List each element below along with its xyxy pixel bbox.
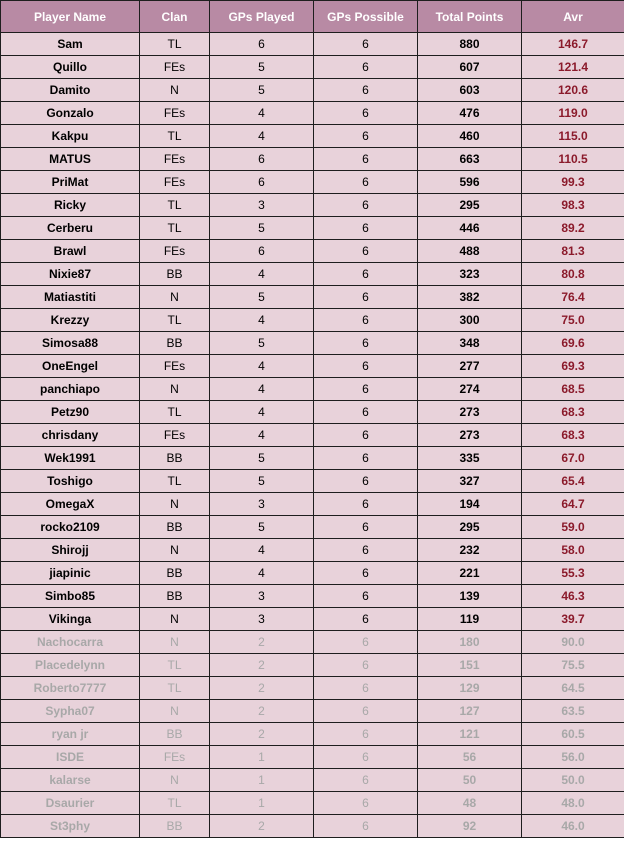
cell-avr: 98.3 <box>522 194 624 217</box>
table-row <box>1 125 624 148</box>
table-row <box>1 815 624 838</box>
cell-clan: FEs <box>140 355 210 378</box>
cell-clan: FEs <box>140 424 210 447</box>
cell-total-points: 295 <box>418 194 522 217</box>
cell-clan: TL <box>140 33 210 56</box>
cell-gps-played: 2 <box>210 631 314 654</box>
cell-player-name: Nixie87 <box>1 263 140 286</box>
cell-player-name: Krezzy <box>1 309 140 332</box>
header-avr[interactable]: Avr <box>522 1 624 33</box>
table-row <box>1 539 624 562</box>
cell-avr: 115.0 <box>522 125 624 148</box>
cell-player-name: Nachocarra <box>1 631 140 654</box>
cell-gps-possible: 6 <box>314 539 418 562</box>
cell-total-points: 327 <box>418 470 522 493</box>
cell-player-name: Cerberu <box>1 217 140 240</box>
cell-clan: N <box>140 539 210 562</box>
cell-gps-played: 4 <box>210 424 314 447</box>
header-player-name[interactable]: Player Name <box>1 1 140 33</box>
cell-gps-played: 4 <box>210 562 314 585</box>
table-row <box>1 56 624 79</box>
table-row <box>1 102 624 125</box>
cell-player-name: Ricky <box>1 194 140 217</box>
cell-clan: N <box>140 493 210 516</box>
table-body <box>1 33 624 838</box>
cell-gps-possible: 6 <box>314 125 418 148</box>
cell-clan: BB <box>140 332 210 355</box>
cell-clan: BB <box>140 723 210 746</box>
cell-player-name: OneEngel <box>1 355 140 378</box>
cell-gps-played: 5 <box>210 516 314 539</box>
cell-avr: 55.3 <box>522 562 624 585</box>
cell-gps-played: 4 <box>210 539 314 562</box>
cell-gps-played: 3 <box>210 194 314 217</box>
cell-clan: N <box>140 79 210 102</box>
table-row <box>1 631 624 654</box>
cell-gps-possible: 6 <box>314 424 418 447</box>
cell-avr: 46.3 <box>522 585 624 608</box>
cell-clan: FEs <box>140 171 210 194</box>
cell-avr: 59.0 <box>522 516 624 539</box>
table-row <box>1 309 624 332</box>
header-gps-played[interactable]: GPs Played <box>210 1 314 33</box>
cell-avr: 99.3 <box>522 171 624 194</box>
cell-total-points: 295 <box>418 516 522 539</box>
cell-gps-possible: 6 <box>314 746 418 769</box>
cell-gps-played: 2 <box>210 723 314 746</box>
cell-gps-played: 5 <box>210 470 314 493</box>
cell-gps-possible: 6 <box>314 516 418 539</box>
table-header <box>1 1 624 33</box>
cell-gps-played: 5 <box>210 56 314 79</box>
cell-clan: BB <box>140 516 210 539</box>
table-row <box>1 792 624 815</box>
cell-gps-played: 4 <box>210 263 314 286</box>
cell-player-name: Gonzalo <box>1 102 140 125</box>
cell-gps-possible: 6 <box>314 263 418 286</box>
cell-gps-possible: 6 <box>314 723 418 746</box>
cell-player-name: Kakpu <box>1 125 140 148</box>
cell-total-points: 50 <box>418 769 522 792</box>
table-row <box>1 723 624 746</box>
cell-gps-possible: 6 <box>314 102 418 125</box>
cell-clan: TL <box>140 125 210 148</box>
cell-clan: TL <box>140 470 210 493</box>
table-row <box>1 447 624 470</box>
cell-gps-possible: 6 <box>314 700 418 723</box>
header-clan[interactable]: Clan <box>140 1 210 33</box>
cell-total-points: 121 <box>418 723 522 746</box>
cell-player-name: Simbo85 <box>1 585 140 608</box>
cell-player-name: Shirojj <box>1 539 140 562</box>
table-row <box>1 171 624 194</box>
cell-total-points: 382 <box>418 286 522 309</box>
cell-gps-possible: 6 <box>314 769 418 792</box>
cell-player-name: Brawl <box>1 240 140 263</box>
cell-clan: FEs <box>140 56 210 79</box>
cell-gps-possible: 6 <box>314 148 418 171</box>
cell-clan: TL <box>140 217 210 240</box>
cell-clan: BB <box>140 447 210 470</box>
table-row <box>1 746 624 769</box>
cell-avr: 69.3 <box>522 355 624 378</box>
cell-avr: 90.0 <box>522 631 624 654</box>
cell-gps-played: 5 <box>210 447 314 470</box>
table-row <box>1 493 624 516</box>
cell-avr: 75.0 <box>522 309 624 332</box>
table-row <box>1 79 624 102</box>
cell-clan: N <box>140 608 210 631</box>
cell-total-points: 48 <box>418 792 522 815</box>
cell-gps-possible: 6 <box>314 194 418 217</box>
cell-avr: 89.2 <box>522 217 624 240</box>
cell-player-name: Matiastiti <box>1 286 140 309</box>
cell-gps-possible: 6 <box>314 585 418 608</box>
cell-avr: 46.0 <box>522 815 624 838</box>
cell-player-name: OmegaX <box>1 493 140 516</box>
cell-avr: 56.0 <box>522 746 624 769</box>
cell-player-name: Simosa88 <box>1 332 140 355</box>
table-row <box>1 470 624 493</box>
cell-gps-played: 5 <box>210 332 314 355</box>
cell-clan: FEs <box>140 102 210 125</box>
cell-clan: FEs <box>140 148 210 171</box>
cell-gps-played: 2 <box>210 677 314 700</box>
cell-player-name: Sam <box>1 33 140 56</box>
cell-clan: TL <box>140 309 210 332</box>
cell-avr: 68.3 <box>522 401 624 424</box>
cell-gps-possible: 6 <box>314 608 418 631</box>
cell-player-name: Damito <box>1 79 140 102</box>
cell-gps-played: 6 <box>210 240 314 263</box>
cell-clan: N <box>140 631 210 654</box>
cell-player-name: rocko2109 <box>1 516 140 539</box>
table-row <box>1 516 624 539</box>
table-row <box>1 654 624 677</box>
cell-clan: N <box>140 769 210 792</box>
cell-gps-played: 6 <box>210 148 314 171</box>
cell-avr: 48.0 <box>522 792 624 815</box>
cell-player-name: MATUS <box>1 148 140 171</box>
cell-clan: TL <box>140 401 210 424</box>
cell-player-name: panchiapo <box>1 378 140 401</box>
cell-gps-possible: 6 <box>314 217 418 240</box>
cell-player-name: Vikinga <box>1 608 140 631</box>
cell-player-name: ryan jr <box>1 723 140 746</box>
cell-gps-played: 6 <box>210 33 314 56</box>
cell-gps-possible: 6 <box>314 815 418 838</box>
cell-gps-played: 1 <box>210 769 314 792</box>
cell-gps-possible: 6 <box>314 493 418 516</box>
cell-total-points: 56 <box>418 746 522 769</box>
table-row <box>1 194 624 217</box>
cell-player-name: Roberto7777 <box>1 677 140 700</box>
table-row <box>1 700 624 723</box>
cell-clan: BB <box>140 585 210 608</box>
cell-total-points: 232 <box>418 539 522 562</box>
cell-avr: 121.4 <box>522 56 624 79</box>
header-total-points[interactable]: Total Points <box>418 1 522 33</box>
cell-avr: 68.3 <box>522 424 624 447</box>
cell-gps-possible: 6 <box>314 631 418 654</box>
cell-gps-possible: 6 <box>314 447 418 470</box>
cell-total-points: 92 <box>418 815 522 838</box>
cell-avr: 50.0 <box>522 769 624 792</box>
cell-gps-played: 4 <box>210 309 314 332</box>
cell-player-name: jiapinic <box>1 562 140 585</box>
cell-total-points: 151 <box>418 654 522 677</box>
cell-avr: 58.0 <box>522 539 624 562</box>
cell-total-points: 603 <box>418 79 522 102</box>
cell-total-points: 335 <box>418 447 522 470</box>
cell-total-points: 274 <box>418 378 522 401</box>
cell-gps-possible: 6 <box>314 79 418 102</box>
cell-avr: 67.0 <box>522 447 624 470</box>
cell-total-points: 221 <box>418 562 522 585</box>
cell-total-points: 300 <box>418 309 522 332</box>
cell-total-points: 348 <box>418 332 522 355</box>
cell-clan: FEs <box>140 746 210 769</box>
cell-total-points: 129 <box>418 677 522 700</box>
cell-total-points: 596 <box>418 171 522 194</box>
cell-player-name: Dsaurier <box>1 792 140 815</box>
table-row <box>1 286 624 309</box>
cell-avr: 68.5 <box>522 378 624 401</box>
cell-gps-possible: 6 <box>314 309 418 332</box>
cell-gps-possible: 6 <box>314 56 418 79</box>
cell-avr: 60.5 <box>522 723 624 746</box>
cell-clan: N <box>140 700 210 723</box>
cell-clan: N <box>140 378 210 401</box>
cell-total-points: 127 <box>418 700 522 723</box>
cell-gps-possible: 6 <box>314 240 418 263</box>
table-row <box>1 378 624 401</box>
cell-gps-played: 3 <box>210 493 314 516</box>
cell-player-name: Quillo <box>1 56 140 79</box>
cell-gps-played: 4 <box>210 102 314 125</box>
table-row <box>1 217 624 240</box>
cell-avr: 110.5 <box>522 148 624 171</box>
cell-total-points: 476 <box>418 102 522 125</box>
cell-total-points: 446 <box>418 217 522 240</box>
cell-total-points: 139 <box>418 585 522 608</box>
cell-gps-possible: 6 <box>314 562 418 585</box>
cell-avr: 80.8 <box>522 263 624 286</box>
cell-gps-possible: 6 <box>314 677 418 700</box>
header-row <box>1 1 624 33</box>
cell-total-points: 323 <box>418 263 522 286</box>
table-row <box>1 424 624 447</box>
cell-avr: 146.7 <box>522 33 624 56</box>
cell-gps-played: 4 <box>210 355 314 378</box>
cell-total-points: 663 <box>418 148 522 171</box>
cell-gps-possible: 6 <box>314 355 418 378</box>
cell-player-name: Placedelynn <box>1 654 140 677</box>
cell-total-points: 277 <box>418 355 522 378</box>
cell-total-points: 607 <box>418 56 522 79</box>
table-row <box>1 677 624 700</box>
cell-player-name: Toshigo <box>1 470 140 493</box>
cell-gps-possible: 6 <box>314 332 418 355</box>
table-row <box>1 263 624 286</box>
cell-gps-played: 1 <box>210 792 314 815</box>
cell-clan: TL <box>140 792 210 815</box>
table-row <box>1 769 624 792</box>
cell-gps-played: 3 <box>210 608 314 631</box>
cell-player-name: Sypha07 <box>1 700 140 723</box>
cell-gps-played: 2 <box>210 654 314 677</box>
cell-gps-played: 4 <box>210 378 314 401</box>
table-row <box>1 33 624 56</box>
cell-total-points: 460 <box>418 125 522 148</box>
cell-gps-played: 4 <box>210 125 314 148</box>
cell-gps-possible: 6 <box>314 286 418 309</box>
cell-player-name: chrisdany <box>1 424 140 447</box>
cell-clan: TL <box>140 194 210 217</box>
cell-total-points: 194 <box>418 493 522 516</box>
cell-avr: 69.6 <box>522 332 624 355</box>
cell-gps-played: 1 <box>210 746 314 769</box>
cell-player-name: PriMat <box>1 171 140 194</box>
cell-player-name: ISDE <box>1 746 140 769</box>
cell-clan: BB <box>140 815 210 838</box>
cell-gps-possible: 6 <box>314 654 418 677</box>
cell-total-points: 273 <box>418 424 522 447</box>
cell-clan: BB <box>140 562 210 585</box>
cell-clan: TL <box>140 654 210 677</box>
cell-gps-possible: 6 <box>314 470 418 493</box>
cell-avr: 64.7 <box>522 493 624 516</box>
cell-player-name: Wek1991 <box>1 447 140 470</box>
table-row <box>1 562 624 585</box>
cell-clan: N <box>140 286 210 309</box>
cell-gps-played: 4 <box>210 401 314 424</box>
cell-clan: BB <box>140 263 210 286</box>
cell-gps-possible: 6 <box>314 171 418 194</box>
cell-gps-possible: 6 <box>314 33 418 56</box>
cell-avr: 81.3 <box>522 240 624 263</box>
cell-total-points: 880 <box>418 33 522 56</box>
cell-clan: FEs <box>140 240 210 263</box>
cell-avr: 39.7 <box>522 608 624 631</box>
cell-avr: 63.5 <box>522 700 624 723</box>
cell-gps-played: 2 <box>210 700 314 723</box>
table-row <box>1 608 624 631</box>
cell-avr: 119.0 <box>522 102 624 125</box>
cell-total-points: 273 <box>418 401 522 424</box>
table-row <box>1 355 624 378</box>
table-row <box>1 240 624 263</box>
cell-clan: TL <box>140 677 210 700</box>
cell-gps-played: 3 <box>210 585 314 608</box>
cell-gps-played: 5 <box>210 217 314 240</box>
cell-avr: 64.5 <box>522 677 624 700</box>
cell-gps-played: 2 <box>210 815 314 838</box>
cell-gps-possible: 6 <box>314 378 418 401</box>
cell-avr: 65.4 <box>522 470 624 493</box>
cell-gps-possible: 6 <box>314 792 418 815</box>
cell-gps-played: 5 <box>210 79 314 102</box>
table-row <box>1 148 624 171</box>
cell-gps-played: 6 <box>210 171 314 194</box>
cell-total-points: 119 <box>418 608 522 631</box>
cell-player-name: Petz90 <box>1 401 140 424</box>
table-row <box>1 332 624 355</box>
header-gps-possible[interactable]: GPs Possible <box>314 1 418 33</box>
cell-player-name: kalarse <box>1 769 140 792</box>
cell-player-name: St3phy <box>1 815 140 838</box>
cell-avr: 76.4 <box>522 286 624 309</box>
cell-gps-played: 5 <box>210 286 314 309</box>
table-row <box>1 585 624 608</box>
cell-avr: 120.6 <box>522 79 624 102</box>
cell-total-points: 180 <box>418 631 522 654</box>
cell-total-points: 488 <box>418 240 522 263</box>
table-row <box>1 401 624 424</box>
cell-gps-possible: 6 <box>314 401 418 424</box>
cell-avr: 75.5 <box>522 654 624 677</box>
